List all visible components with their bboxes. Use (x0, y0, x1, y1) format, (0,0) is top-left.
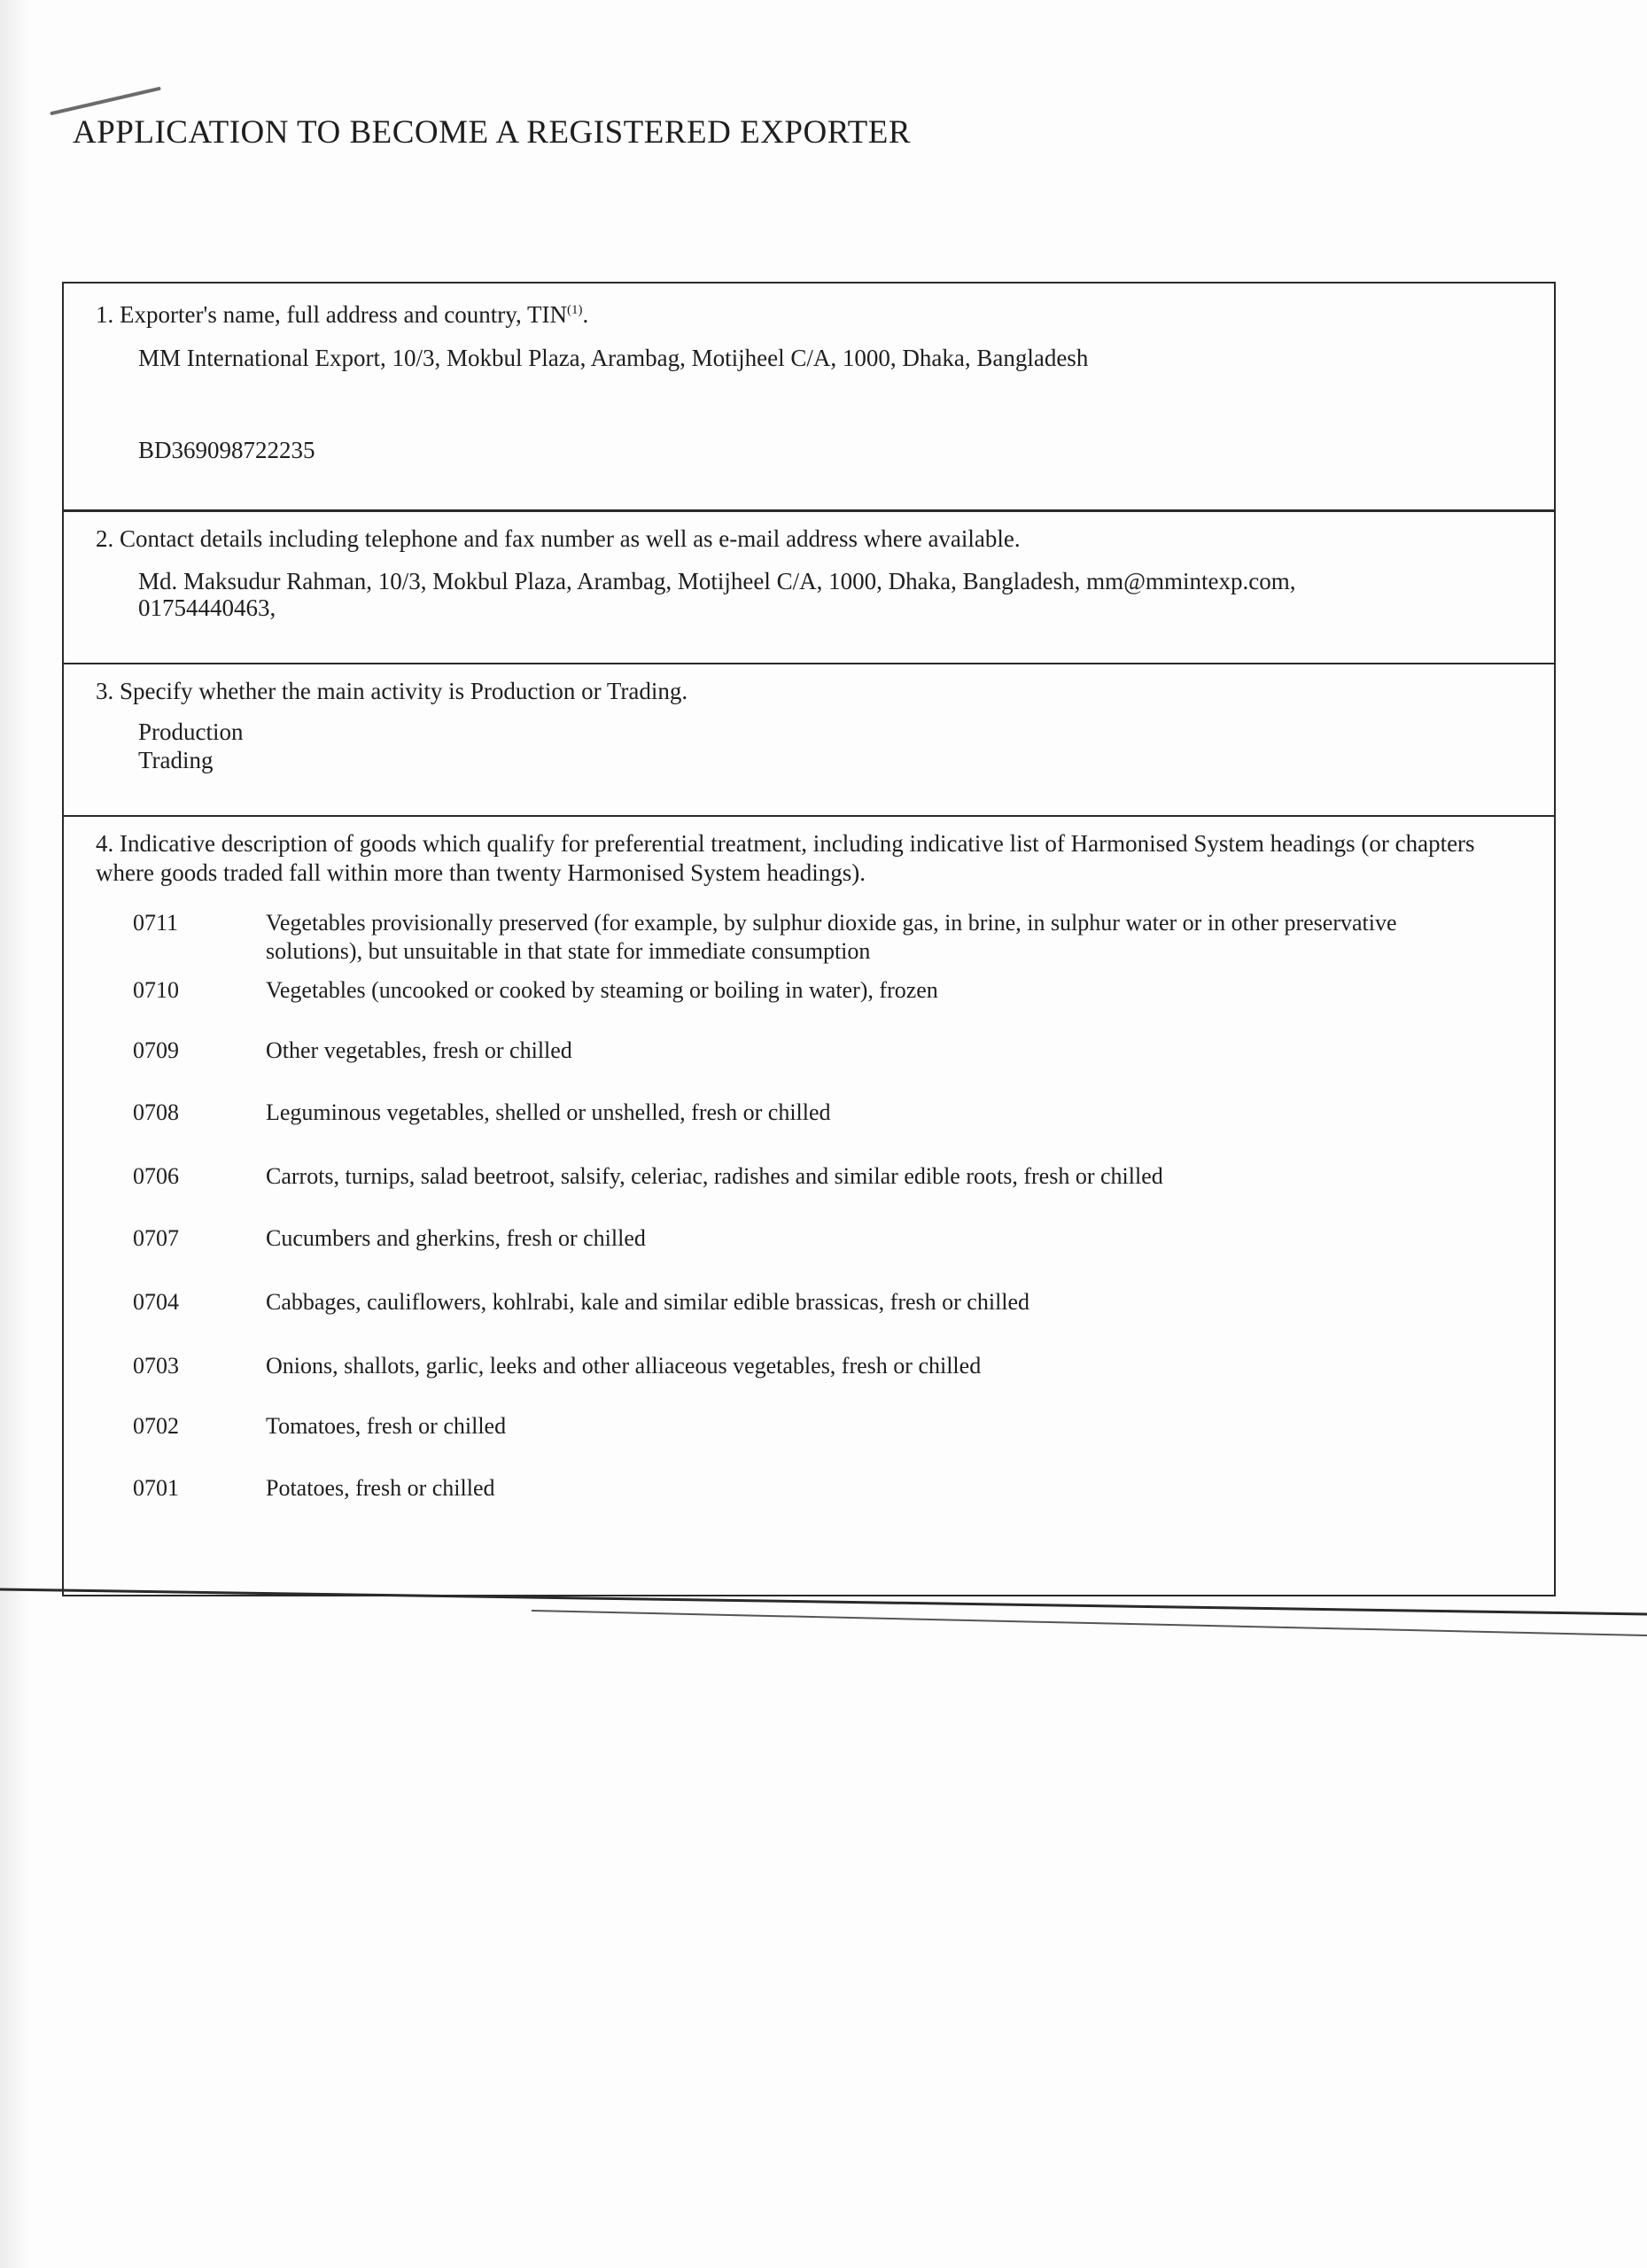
activity-production: Production (138, 718, 244, 745)
hs-description: Other vegetables, fresh or chilled (266, 1037, 572, 1063)
hs-code: 0701 (133, 1475, 179, 1501)
staple-mark (50, 87, 161, 116)
scan-shadow (0, 0, 30, 2268)
box3-label: 3. Specify whether the main activity is Production or Trading. (96, 678, 688, 704)
application-form (62, 282, 1556, 1596)
box2-label: 2. Contact details including telephone and fax number as well as e-mail address where available. (96, 525, 1021, 552)
hs-description: Cucumbers and gherkins, fresh or chilled (266, 1225, 646, 1251)
activity-trading: Trading (138, 747, 214, 773)
exporter-tin: BD369098722235 (138, 437, 315, 463)
hs-description: Cabbages, cauliflowers, kohlrabi, kale and similar edible brassicas, fresh or chilled (266, 1289, 1030, 1315)
hs-code: 0710 (133, 977, 179, 1003)
hs-description: Carrots, turnips, salad beetroot, salsify, celeriac, radishes and similar edible roots, fresh or chilled (266, 1163, 1163, 1189)
hs-code: 0708 (133, 1099, 179, 1125)
hs-code: 0703 (133, 1353, 179, 1379)
hs-code: 0706 (133, 1163, 179, 1189)
scan-edge-lines (0, 1584, 1647, 1646)
hs-description: Tomatoes, fresh or chilled (266, 1413, 507, 1439)
hs-description: Onions, shallots, garlic, leeks and other alliaceous vegetables, fresh or chilled (266, 1353, 982, 1379)
hs-code: 0704 (133, 1289, 179, 1315)
hs-description: Potatoes, fresh or chilled (266, 1475, 495, 1501)
contact-line-2: 01754440463, (138, 594, 276, 621)
hs-description: Leguminous vegetables, shelled or unshelled, fresh or chilled (266, 1099, 831, 1125)
box-goods (64, 817, 1554, 1593)
hs-code: 0707 (133, 1225, 179, 1251)
box-contact (64, 512, 1554, 663)
box-activity (64, 664, 1554, 815)
box1-label: 1. Exporter's name, full address and country, TIN$^{(1)}$. (96, 301, 589, 328)
exporter-address: MM International Export, 10/3, Mokbul Plaza, Arambag, Motijheel C/A, 1000, Dhaka, Bangladesh (138, 345, 1089, 371)
box-exporter (64, 284, 1554, 509)
document-title: APPLICATION TO BECOME A REGISTERED EXPORTER (73, 114, 912, 151)
hs-description: Vegetables (uncooked or cooked by steaming or boiling in water), frozen (266, 977, 938, 1003)
hs-code: 0711 (133, 910, 179, 936)
hs-code: 0702 (133, 1413, 179, 1439)
box4-label: 4. Indicative description of goods which qualify for preferential treatment, including indicative list of Harmonised System headings (or chapters where goods traded fall within more than twenty Harmonised System headings). (96, 830, 1475, 886)
hs-code: 0709 (133, 1037, 179, 1063)
hs-description: Vegetables provisionally preserved (for example, by sulphur dioxide gas, in brine, in sulphur water or in other preservative solutions), but unsuitable in that state for immediate consumption (266, 910, 1397, 964)
footnote-marker: (1) (566, 303, 583, 317)
contact-line-1: Md. Maksudur Rahman, 10/3, Mokbul Plaza, Arambag, Motijheel C/A, 1000, Dhaka, Bangladesh, mm@mmintexp.com, (138, 568, 1296, 594)
